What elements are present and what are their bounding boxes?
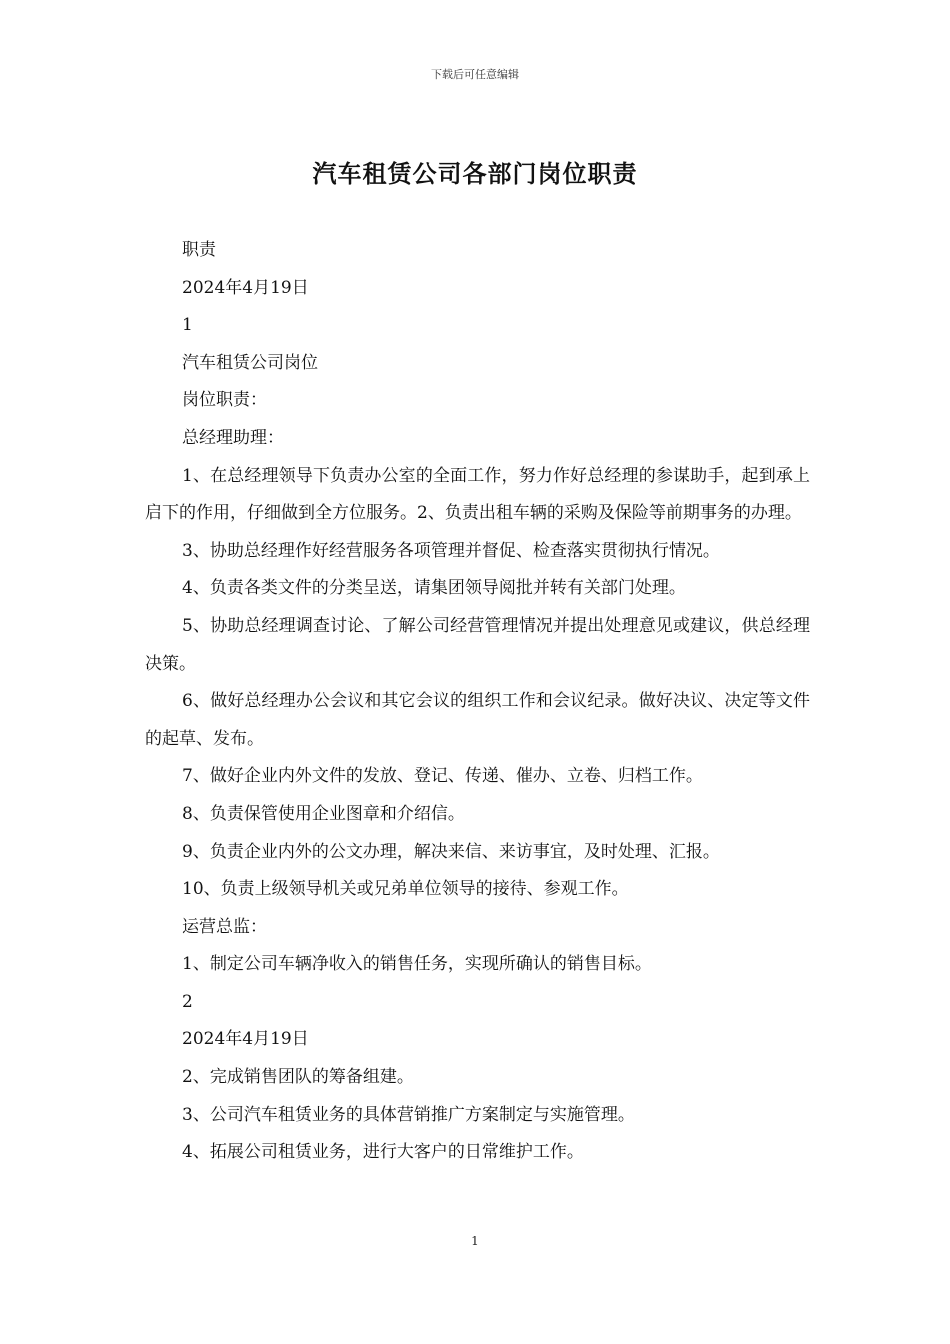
paragraph: 岗位职责： bbox=[182, 390, 267, 411]
paragraph: 9、负责企业内外的公文办理，解决来信、来访事宜，及时处理、汇报。 bbox=[182, 841, 720, 862]
paragraph: 2 bbox=[182, 991, 193, 1012]
paragraph: 2024年4月19日 bbox=[182, 277, 309, 298]
paragraph: 4、拓展公司租赁业务，进行大客户的日常维护工作。 bbox=[182, 1142, 584, 1163]
paragraph: 汽车租赁公司岗位 bbox=[182, 352, 318, 373]
page-number: 1 bbox=[471, 1234, 479, 1248]
paragraph: 职责 bbox=[182, 240, 216, 260]
paragraph: 4、负责各类文件的分类呈送，请集团领导阅批并转有关部门处理。 bbox=[182, 578, 686, 599]
paragraph: 1、在总经理领导下负责办公室的全面工作，努力作好总经理的参谋助手，起到承上启下的作用，仔细做到全方位服务。2、负责出租车辆的采购及保险等前期事务的办理。 bbox=[145, 465, 810, 524]
paragraph: 8、负责保管使用企业图章和介绍信。 bbox=[182, 803, 465, 824]
document-title: 汽车租赁公司各部门岗位职责 bbox=[312, 159, 638, 188]
document-body bbox=[145, 232, 810, 1172]
header-note: 下载后可任意编辑 bbox=[431, 68, 519, 81]
paragraph: 2、完成销售团队的筹备组建。 bbox=[182, 1067, 414, 1088]
paragraph: 2024年4月19日 bbox=[182, 1029, 309, 1050]
paragraph: 总经理助理： bbox=[182, 427, 284, 448]
paragraph: 运营总监： bbox=[182, 916, 267, 937]
paragraph: 6、做好总经理办公会议和其它会议的组织工作和会议纪录。做好决议、决定等文件的起草、发布。 bbox=[145, 691, 810, 749]
paragraph: 3、协助总经理作好经营服务各项管理并督促、检查落实贯彻执行情况。 bbox=[182, 540, 720, 561]
paragraph: 1 bbox=[182, 315, 193, 336]
paragraph: 3、公司汽车租赁业务的具体营销推广方案制定与实施管理。 bbox=[182, 1104, 635, 1125]
paragraph: 5、协助总经理调查讨论、了解公司经营管理情况并提出处理意见或建议，供总经理决策。 bbox=[145, 615, 810, 674]
paragraph: 1、制定公司车辆净收入的销售任务，实现所确认的销售目标。 bbox=[182, 954, 652, 975]
paragraph: 7、做好企业内外文件的发放、登记、传递、催办、立卷、归档工作。 bbox=[182, 766, 703, 787]
paragraph: 10、负责上级领导机关或兄弟单位领导的接待、参观工作。 bbox=[182, 879, 629, 900]
